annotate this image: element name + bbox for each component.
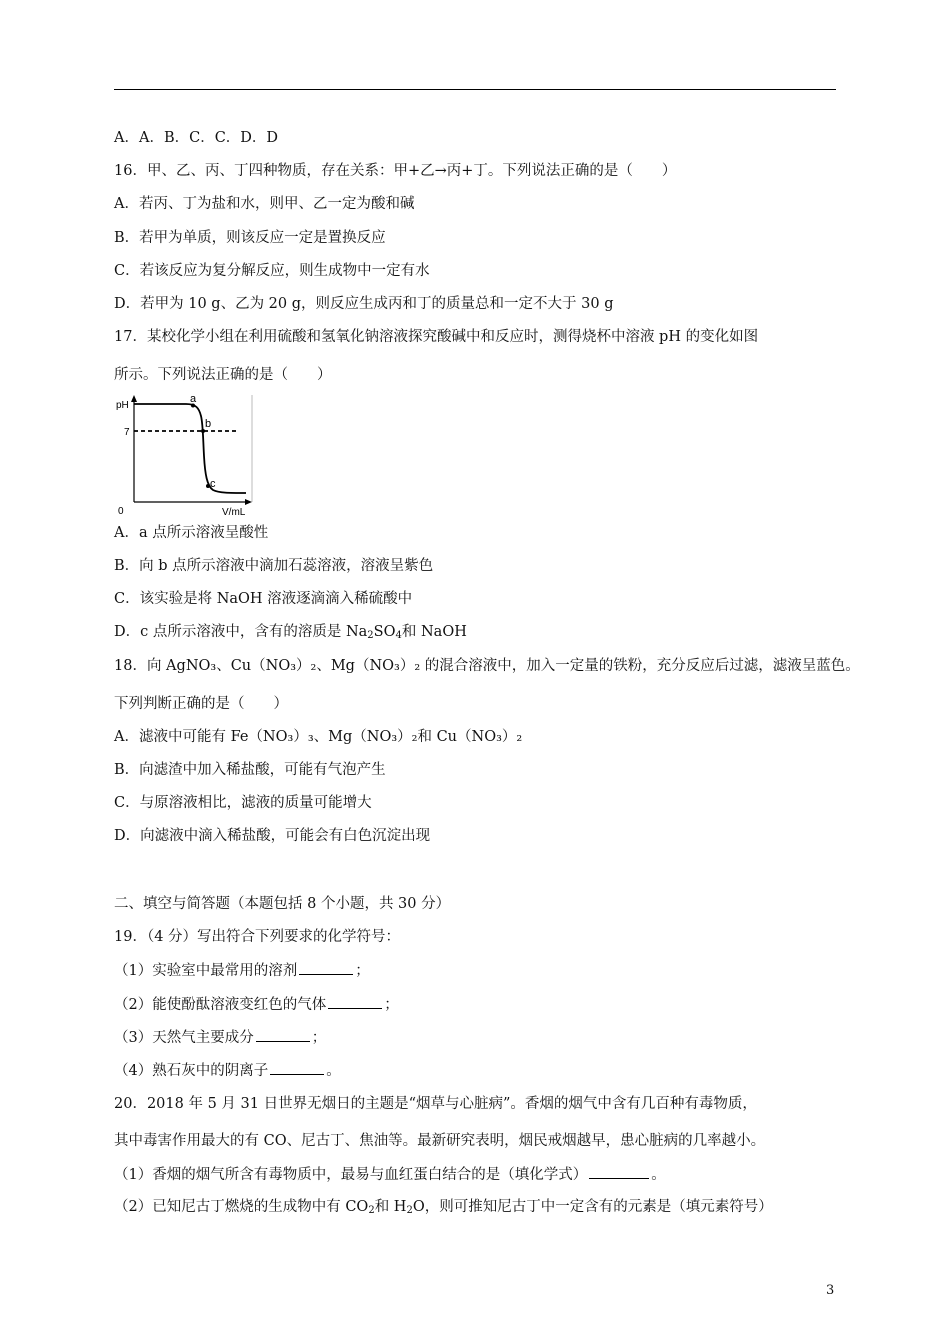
- q17-stem-2: 所示。下列说法正确的是（ ）: [114, 367, 332, 383]
- section-two-heading: 二、填空与简答题（本题包括 8 个小题，共 30 分）: [114, 896, 451, 912]
- q18-option-b: B．向滤渣中加入稀盐酸，可能有气泡产生: [114, 762, 386, 778]
- answer-blank[interactable]: [328, 994, 382, 1009]
- q20-stem-1: 20．2018 年 5 月 31 日世界无烟日的主题是“烟草与心脏病”。香烟的烟气中含有几百种有毒物质，: [114, 1096, 757, 1112]
- q18-option-a: A．滤液中可能有 Fe（NO₃）₃、Mg（NO₃）₂和 Cu（NO₃）₂: [114, 729, 523, 745]
- y-tick-7: 7: [124, 427, 130, 438]
- q17-option-d: D．c 点所示溶液中，含有的溶质是 $Na_2SO_4$和 NaOH: [114, 624, 467, 641]
- answer-blank[interactable]: [299, 960, 353, 975]
- label-c: c: [210, 478, 216, 490]
- x-axis-label: V/mL: [222, 507, 246, 516]
- ph-curve-graph: [114, 394, 254, 516]
- q17-option-a: A．a 点所示溶液呈酸性: [114, 525, 269, 541]
- origin-label: 0: [118, 506, 124, 516]
- q16-option-b: B．若甲为单质，则该反应一定是置换反应: [114, 230, 386, 246]
- q18-option-d: D．向滤液中滴入稀盐酸，可能会有白色沉淀出现: [114, 828, 431, 844]
- q20-stem-2: 其中毒害作用最大的有 CO、尼古丁、焦油等。最新研究表明，烟民戒烟越早，患心脏病的几率越小。: [114, 1133, 766, 1149]
- x-axis-arrow: [245, 499, 252, 505]
- label-b: b: [205, 418, 212, 430]
- q18-option-c: C．与原溶液相比，滤液的质量可能增大: [114, 795, 372, 811]
- ph-curve: [134, 404, 246, 493]
- q17-option-c: C．该实验是将 NaOH 溶液逐滴滴入稀硫酸中: [114, 591, 413, 607]
- q16-option-d: D．若甲为 10 g、乙为 20 g，则反应生成丙和丁的质量总和一定不大于 30 g: [114, 296, 614, 312]
- q19-item-1: （1）实验室中最常用的溶剂 ；: [114, 960, 370, 981]
- label-a: a: [190, 394, 197, 405]
- header-rule: [114, 89, 836, 90]
- page-number: 3: [826, 1283, 835, 1298]
- q18-stem-1: 18．向 AgNO₃、Cu（NO₃）₂、Mg（NO₃）₂ 的混合溶液中，加入一定量的铁粉，充分反应后过滤，滤液呈蓝色。: [114, 658, 860, 674]
- answer-blank[interactable]: [589, 1164, 649, 1179]
- answer-blank[interactable]: [256, 1027, 310, 1042]
- q17-option-b: B．向 b 点所示溶液中滴加石蕊溶液，溶液呈紫色: [114, 558, 434, 574]
- q19-stem: 19．（4 分）写出符合下列要求的化学符号：: [114, 929, 401, 945]
- y-axis-label: pH: [116, 400, 129, 411]
- answer-blank[interactable]: [270, 1060, 324, 1075]
- q18-stem-2: 下列判断正确的是（ ）: [114, 696, 288, 712]
- q19-item-4: （4）熟石灰中的阴离子 。: [114, 1060, 341, 1081]
- q16-option-a: A．若丙、丁为盐和水，则甲、乙一定为酸和碱: [114, 196, 415, 212]
- q19-item-2: （2）能使酚酞溶液变红色的气体 ；: [114, 994, 399, 1015]
- y-axis-arrow: [131, 395, 137, 402]
- q20-item-2: （2）已知尼古丁燃烧的生成物中有 $CO_2$和 $H_2O$，则可推知尼古丁中一定含有的元素是（填元素符号）: [114, 1199, 773, 1216]
- q16-stem: 16．甲、乙、丙、丁四种物质，存在关系：甲+乙→丙+丁。下列说法正确的是（ ）: [114, 163, 677, 179]
- q16-option-c: C．若该反应为复分解反应，则生成物中一定有水: [114, 263, 430, 279]
- q19-item-3: （3）天然气主要成分 ；: [114, 1027, 326, 1048]
- q17-stem-1: 17．某校化学小组在利用硫酸和氢氧化钠溶液探究酸碱中和反应时，测得烧杯中溶液 pH 的变化如图: [114, 329, 759, 345]
- q20-item-1: （1）香烟的烟气所含有毒物质中，最易与血红蛋白结合的是（填化学式） 。: [114, 1164, 666, 1185]
- q15-options: A．A．B．C．C．D．D: [114, 130, 279, 146]
